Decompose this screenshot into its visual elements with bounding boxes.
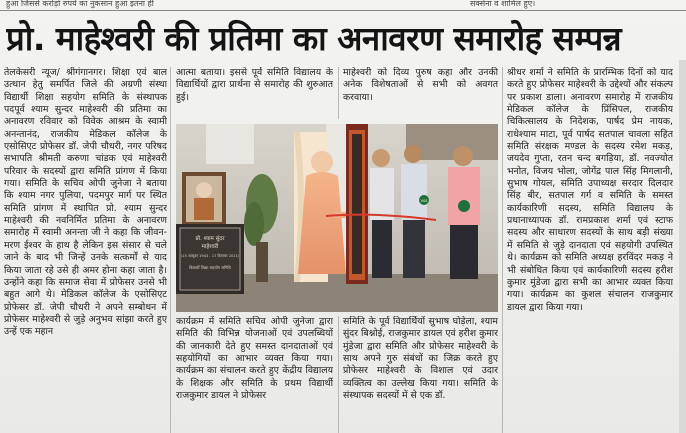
previous-article-fragment: हुआ जिससे करोड़ों रुपये का नुकसान हुआ इतना ही <box>6 0 154 8</box>
top-rule <box>0 10 686 11</box>
article-column-1 <box>4 67 167 433</box>
badge-label: VSS <box>420 199 428 203</box>
plaque-name-line2: माहेश्वरी <box>201 244 219 250</box>
column-gutter <box>338 316 339 433</box>
event-photo <box>176 124 498 312</box>
plaque-name-line1: प्रो. श्याम सुंदर <box>195 236 225 242</box>
article-column-4 <box>507 67 673 433</box>
article-column-1-text: तेलकेसरी न्यूज/ श्रीगंगानगर। शिक्षा एवं बाल उत्थान हेतु समर्पित जिले की अग्रणी संस्था विद्यार्थी शिक्षा सहयोग समिति के संस्थापक पदपूर्व श्याम सुन्दर माहेश्वरी की प्रतिमा का अनावरण रविवार को विवेक आश्रम के स्वामी अनन्तानंद, राजकीय मेडिकल कॉलेज के एसोसिएट प्रोफेसर डॉ. जेपी चौधरी, नगर परिषद सभापति श्रीमती करुणा चांडक एवं माहेश्वरी परिवार के सदस्यों द्वारा समिति प्रांगण में किया गया। समिति के सचिव ओपी जुनेजा ने बताया कि श्याम नगर पुलिया, पदमपुर मार्ग पर स्थित समिति प्रांगण में स्थापित प्रो. श्याम सुन्दर माहेश्वरी की नवनिर्मित प्रतिमा के अनावरण समारोह में स्वामी अनन्ता जी ने कहा कि जीवन-मरण ईश्वर के हाथ है लेकिन इस संसार से चले जाने के बाद भी जिन्हें उनके सत्कर्मों से याद किया जाता रहे उसे ही अमर होना कहा जाता है। उन्होंने कहा कि समाज सेवा में प्रोफेसर उनसे भी बहुत आगे थे। मेडिकल कॉलेज के एसोसिएट प्रोफेसर डॉ. जेपी चौधरी ने अपने सम्बोधन में प्रोफेसर माहेश्वरी से जुड़े अनुभव सांझा करते हुए उन्हें एक महान <box>4 67 167 338</box>
article-column-2-bottom <box>176 316 333 433</box>
plaque-society: विद्यार्थी शिक्षा सहयोग समिति <box>189 265 231 270</box>
previous-article-strip <box>0 0 686 10</box>
article-column-3-top <box>343 67 498 111</box>
article-column-3-top-text: माहेश्वरी को दिव्य पुरुष कहा और उनकी अनेक विशेषताओं से सभी को अवगत करवाया। <box>343 67 498 103</box>
plaque-dates: (15 अक्टूबर 1943 - 17 दिसम्बर 2021) <box>180 254 240 258</box>
page-fold-edge <box>679 60 686 433</box>
article-column-3-bottom-text: समिति के पूर्व विद्यार्थियों सुभाष घोड़ेला, श्याम सुंदर बिश्नोई, राजकुमार डायल एवं हरीश कुमार मुंडेजा द्वारा समिति और प्रोफेसर माहेश्वरी के साथ अपने गुरु संबंधों का जिक्र करते हुए प्रोफेसर माहेश्वरी के विशाल एवं उदार व्यक्तित्व का उल्लेख किया गया। समिति के संस्थापक सदस्यों में से एक डॉ. <box>343 316 498 402</box>
column-gutter <box>338 67 339 119</box>
article-column-2-top-text: आत्मा बताया। इससे पूर्व समिति विद्यालय के विद्यार्थियों द्वारा प्रार्थना से समारोह की शुरुआत हुई। <box>176 67 333 103</box>
event-photo-illustration <box>176 124 498 312</box>
adjacent-article-fragment: सक्सेना व शामिल हुए। <box>470 0 536 8</box>
column-gutter <box>502 67 503 433</box>
column-gutter <box>170 67 171 433</box>
article-column-2-bottom-text: कार्यक्रम में समिति सचिव ओपी जुनेजा द्वारा समिति की विभिन्न योजनाओं एवं उपलब्धियों की जानकारी देते हुए समस्त दानदाताओं एवं सहयोगियों का आभार व्यक्त किया गया। कार्यक्रम का संचालन करते हुए केंद्रीय विद्यालय के शिक्षक और समिति के प्रथम विद्यार्थी राजकुमार डायल ने प्रोफेसर <box>176 316 333 402</box>
article-column-2-top <box>176 67 333 111</box>
headline: प्रो. माहेश्वरी की प्रतिमा का अनावरण समारोह सम्पन्न <box>6 19 622 58</box>
article-column-4-text: श्रीधर शर्मा ने समिति के प्रारम्भिक दिनों को याद करते हुए प्रोफेसर माहेश्वरी के उद्देश्यों और संकल्प पर प्रकाश डाला। अनावरण समारोह में राजकीय मेडिकल कॉलेज के प्रिंसिपल, राजकीय चिकित्सालय के निदेशक, पार्षद प्रेम नायक, राधेश्याम माटा, पूर्व पार्षद सतपाल चावला सहित समिति संरक्षक मण्डल के सदस्य रमेश मकड़, जयदेव गुप्ता, रतन चन्द बगड़िया, डॉ. नवज्योत भनोत, विजय भोला, जोगेंद्र पाल सिंह मिगलानी, सुभाष गोयल, समिति उपाध्यक्ष सरदार दिलदार सिंह बीर, सतपाल गर्ग व समिति के समस्त कार्यकारिणी सदस्य, समिति विद्यालय के प्रधानाध्यापक डॉ. रामप्रकाश शर्मा एवं स्टाफ सदस्य और साधारण सदस्यों के साथ बड़ी संख्या में समिति से जुड़े दानदाता एवं सहयोगी उपस्थित थे। कार्यक्रम को समिति अध्यक्ष हरविंदर मकड़ ने भी संबोधित किया एवं कार्यकारिणी सदस्य हरीश कुमार मुंडेजा द्वारा सभी का आभार व्यक्त किया गया। कार्यक्रम का कुशल संचालन राजकुमार डायल द्वारा किया गया। <box>507 67 673 313</box>
article-column-3-bottom <box>343 316 498 433</box>
